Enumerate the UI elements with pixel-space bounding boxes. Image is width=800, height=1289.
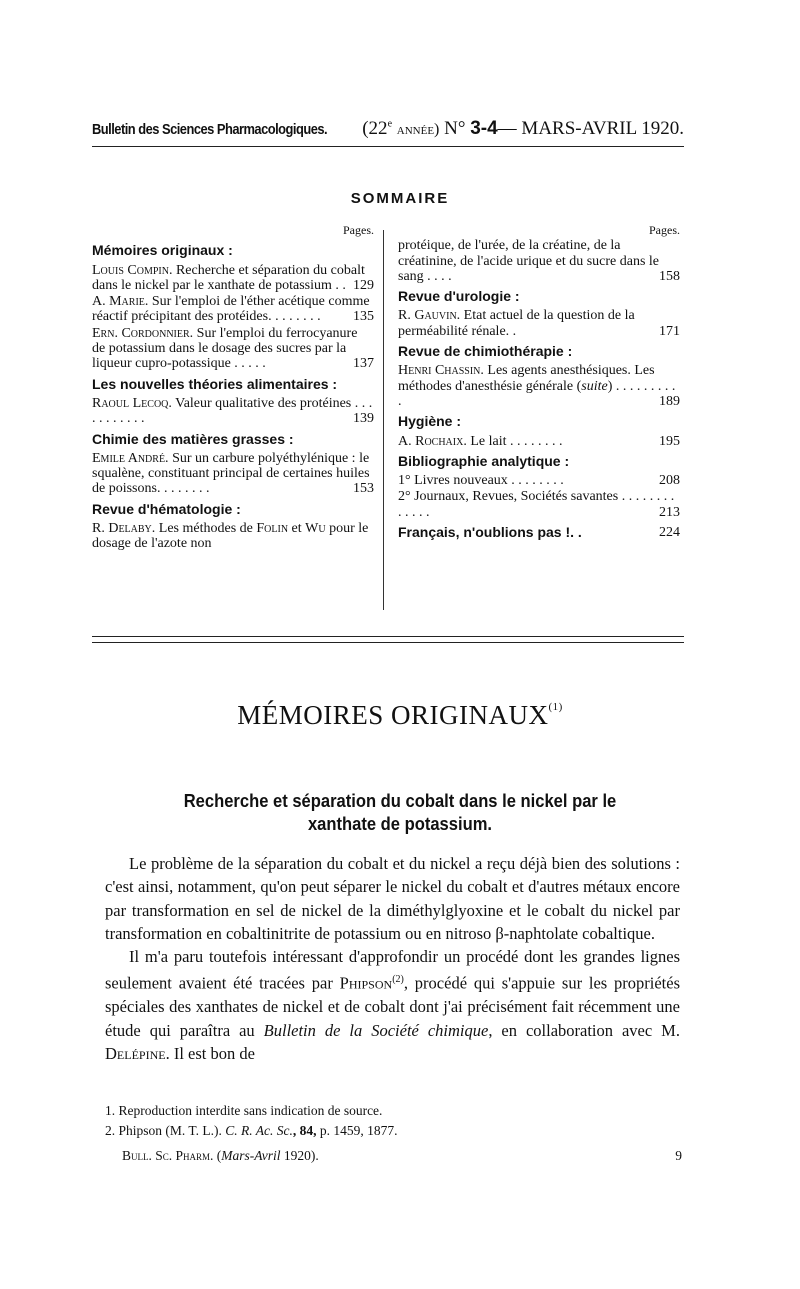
section-heading: Revue d'hématologie : [92, 500, 241, 517]
sommaire-right-column [398, 223, 680, 541]
sommaire-left-column [92, 223, 374, 553]
sommaire-title: SOMMAIRE [350, 190, 450, 207]
section-heading: Mémoires originaux : [92, 242, 233, 259]
toc-entry: Henri Chassin. Les agents anesthésiques. Les méthodes d'anesthésie générale (suite) . . . . . . . . . . 189 [398, 363, 680, 409]
page-number: 9 [675, 1148, 682, 1163]
footnote: 2. Phipson (M. T. L.). C. R. Ac. Sc., 84, p. 1459, 1877. [105, 1123, 398, 1138]
section-heading: Les nouvelles théories alimentaires : [92, 375, 338, 392]
column-separator [383, 230, 384, 610]
toc-entry: Emile André. Sur un carbure polyéthylénique : le squalène, constituant principal de certaines huiles de poissons. . . . . . . . 153 [92, 450, 374, 497]
toc-entry: R. Gauvin. Etat actuel de la question de la perméabilité rénale. . 171 [398, 308, 680, 339]
running-header [92, 118, 684, 144]
section-heading: Hygiène : [398, 413, 462, 430]
article-body [105, 852, 680, 1065]
toc-entry: 1° Livres nouveaux . . . . . . . . 208 [398, 473, 680, 489]
paragraph: Le problème de la séparation du cobalt et du nickel a reçu déjà bien des solutions : c'est ainsi, notamment, qu'on peut séparer le nickel du cobalt et d'autres métaux encore par transformation en sel de nickel de la diméthylglyoxine et le cobalt du nickel par transformation en cobaltinitrite de potassium ou en nitroso β-naphtolate cobaltique. [105, 854, 680, 943]
footnote: 1. Reproduction interdite sans indication de source. [105, 1103, 383, 1118]
pages-label: Pages. [649, 223, 680, 237]
section-heading: Revue d'urologie : [398, 288, 520, 305]
section-heading: Bibliographie analytique : [398, 452, 570, 469]
section-heading: Revue de chimiothérapie : [398, 343, 573, 360]
section-heading: Chimie des matières grasses : [92, 430, 294, 447]
paragraph: Il m'a paru toutefois intéressant d'approfondir un procédé dont les grandes lignes seulement avaient été tracées par Phipson$^{(2)}$, procédé qui s'appuie sur les propriétés spéciales des xanthates de nickel et de cobalt dont j'ai précisément fait récemment une étude qui paraîtra au Bulletin de la Société chimique, en collaboration avec M. Delépine. Il est bon de [105, 947, 680, 1063]
toc-entry: protéique, de l'urée, de la créatine, de la créatinine, de l'acide urique et du sucre dans le sang . . . . 158 [398, 238, 680, 284]
toc-entry: A. Rochaix. Le lait . . . . . . . . 195 [398, 433, 680, 449]
toc-entry: A. Marie. Sur l'emploi de l'éther acétique comme réactif précipitant des protéides. . . . . . . . 135 [92, 294, 374, 325]
toc-entry: Louis Compin. Recherche et séparation du cobalt dans le nickel par le xanthate de potassium . . 129 [92, 262, 374, 293]
separator-rule [92, 636, 684, 637]
page-footer: Bull. Sc. Pharm. (Mars-Avril 1920). 9 [122, 1148, 682, 1163]
toc-entry: Ern. Cordonnier. Sur l'emploi du ferrocyanure de potassium dans le dosage des sucres par la liqueur cupro-potassique . . . . . 137 [92, 325, 374, 372]
issue-info: (22e année) N° 3-4— MARS-AVRIL 1920. [362, 118, 684, 139]
pages-label: Pages. [343, 223, 374, 237]
header-rule [92, 146, 684, 147]
journal-name: Bulletin des Sciences Pharmacologiques. [92, 121, 328, 138]
article-section-title: MÉMOIRES ORIGINAUX$^{(1)}$ [237, 700, 563, 730]
toc-entry: Français, n'oublions pas !. . 224 [398, 524, 680, 541]
toc-entry: R. Delaby. Les méthodes de Folin et Wu pour le dosage de l'azote non [92, 521, 369, 552]
separator-rule [92, 642, 684, 643]
toc-entry: Raoul Lecoq. Valeur qualitative des protéines . . . . . . . . . . . 139 [92, 395, 374, 427]
toc-entry: 2° Journaux, Revues, Sociétés savantes . . . . . . . . . . . . . 213 [398, 489, 680, 520]
article-subtitle: Recherche et séparation du cobalt dans le nickel par le xanthate de potassium. [183, 791, 617, 834]
